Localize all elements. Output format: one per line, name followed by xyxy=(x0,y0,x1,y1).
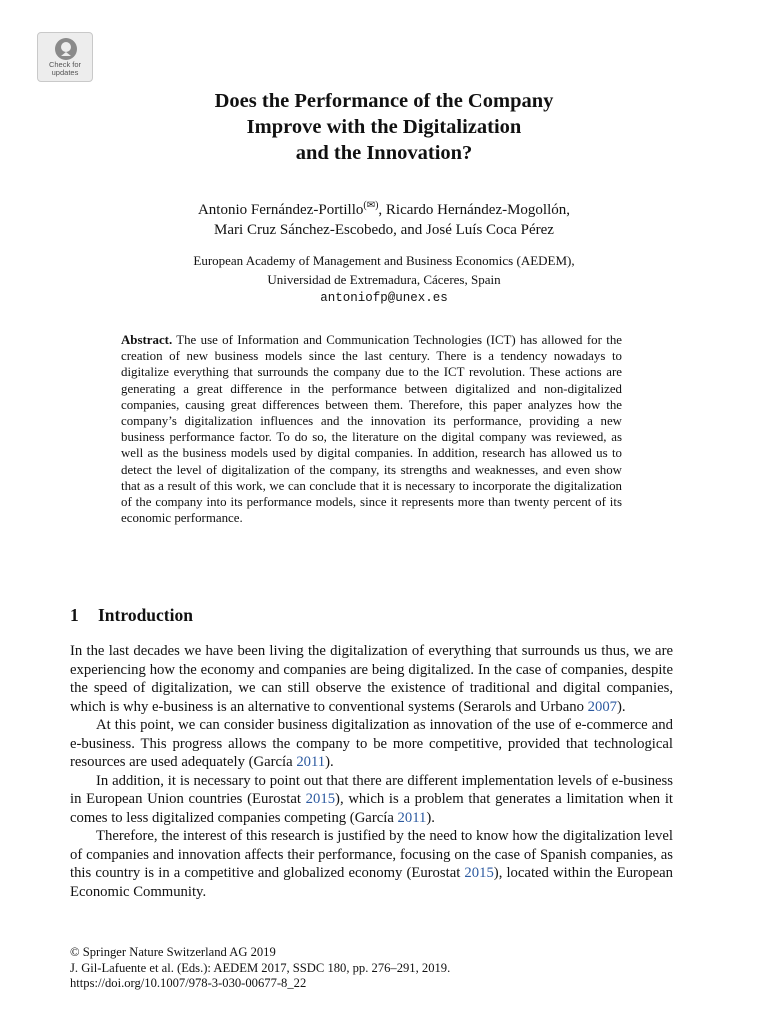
paragraph: In the last decades we have been living the digitalization of everything that surrounds us thus, we are experiencing how the economy and companies are being digitalized. In the case of companies, despite the speed of digitalization, we can still observe the existence of traditional and digital companies, which is why e-business is an alternative to conventional systems (Serarols and Urbano 2007). xyxy=(70,643,673,715)
citation-link[interactable]: 2007 xyxy=(587,698,617,715)
author-name: Antonio Fernández-Portillo xyxy=(197,202,364,218)
affiliation xyxy=(60,251,708,308)
author-list xyxy=(60,200,708,240)
section-title: Introduction xyxy=(98,605,193,625)
paragraph: Therefore, the interest of this research is justified by the need to know how the digitalization level of companies and innovation affects their performance, focusing on the case of Spanish companies, as this country is in a competitive and globalized economy (Eurostat 2015), located within the European Economic Community. xyxy=(70,828,673,900)
book-citation: J. Gil-Lafuente et al. (Eds.): AEDEM 2017, SSDC 180, pp. 276–291, 2019. xyxy=(70,960,451,975)
abstract xyxy=(121,332,622,526)
abstract-label: Abstract. xyxy=(121,333,173,347)
abstract-text: The use of Information and Communication Technologies (ICT) has allowed for the creation of new business models since the last century. There is a tendency nowadays to digitalize everything that surrounds the company due to the ICT revolution. These actions are generating a great difference in the performance between digitalized and non-digitalized companies, causing great differences between them. Therefore, this paper analyzes how the company’s digitalization influences and the innovation its performance, providing a new business performance factor. To do so, the literature on the digital company was reviewed, as well as the business models used by digital companies. In addition, research has allowed us to detect the level of digitalization of the company, its strengths and weaknesses, and even show that as a result of this work, we can conclude that it is necessary to incorporate the digitalization of the company into its performance models, since it represents more than twenty percent of its economic performance. xyxy=(121,333,622,526)
paragraph: At this point, we can consider business digitalization as innovation of the use of e-commerce and e-business. This progress allows the company to be more competitive, provided that technological resources are used adequately (García 2011). xyxy=(70,717,673,770)
check-for-updates-icon xyxy=(54,37,78,61)
check-for-updates-label: Check for updates xyxy=(48,60,82,77)
paper-title xyxy=(80,88,688,166)
author-name: , Ricardo Hernández-Mogollón, xyxy=(378,202,571,218)
paragraph: In addition, it is necessary to point out that there are different implementation levels of e-business in European Union countries (Eurostat 2015), which is a problem that generates a limitation when it comes to less digitalized companies competing (García 2011). xyxy=(70,772,673,826)
citation-link[interactable]: 2015 xyxy=(464,865,494,881)
title-line: Does the Performance of the Company xyxy=(214,90,554,112)
doi-link[interactable]: https://doi.org/10.1007/978-3-030-00677-8_22 xyxy=(70,976,307,990)
citation-link[interactable]: 2015 xyxy=(305,791,336,807)
citation-link[interactable]: 2011 xyxy=(296,754,326,770)
title-line: Improve with the Digitalization xyxy=(246,116,522,138)
section-number: 1 xyxy=(70,605,79,625)
affiliation-line: Universidad de Extremadura, Cáceres, Spain xyxy=(267,272,501,287)
affiliation-line: European Academy of Management and Business Economics (AEDEM), xyxy=(193,253,575,268)
author-name: Mari Cruz Sánchez-Escobedo, and José Luís Coca Pérez xyxy=(214,222,554,238)
section-heading xyxy=(70,603,193,627)
check-for-updates-badge[interactable] xyxy=(37,32,93,82)
citation-link[interactable]: 2011 xyxy=(397,809,427,826)
author-email[interactable]: antoniofp@unex.es xyxy=(320,291,448,305)
page-footer xyxy=(70,945,450,992)
title-line: and the Innovation? xyxy=(295,142,473,164)
section-body xyxy=(70,642,673,901)
corresponding-author-mail-icon: (✉) xyxy=(363,200,379,211)
copyright-notice: © Springer Nature Switzerland AG 2019 xyxy=(70,945,276,959)
